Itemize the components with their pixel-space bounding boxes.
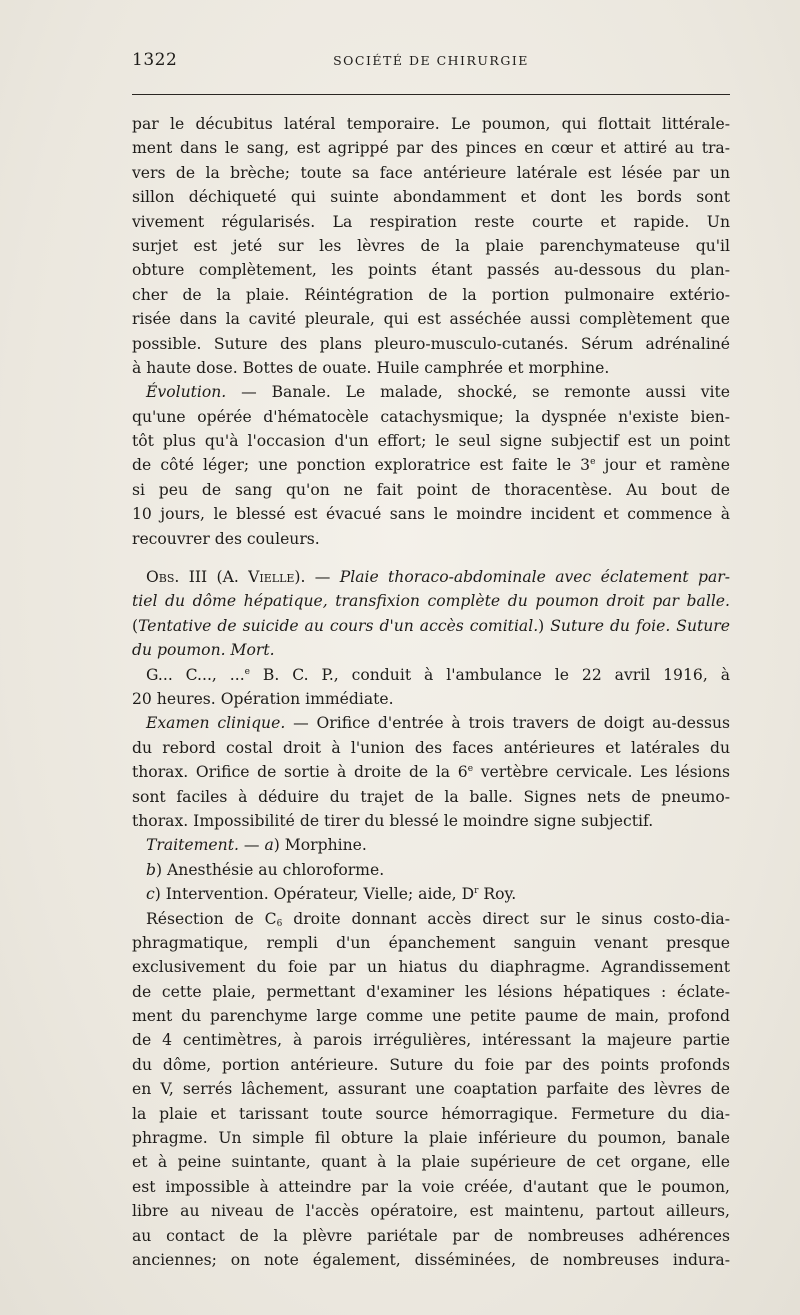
text-line: de 4 centimètres, à parois irrégulières, intéressant la majeure partie xyxy=(132,1031,730,1050)
text-line: du rebord costal droit à l'union des faces antérieures et latérales du xyxy=(132,738,730,757)
text-line: est impossible à atteindre par la voie créée, d'autant que le poumon, xyxy=(132,1177,730,1196)
text-fragment: de côté léger; une ponction exploratrice est faite le 3 xyxy=(132,456,591,475)
text-line: ment dans le sang, est agrippé par des pinces en cœur et attiré au tra- xyxy=(132,139,730,158)
text-fragment: (A. xyxy=(207,568,249,587)
text-fragment: droite donnant accès direct sur le sinus costo-dia- xyxy=(282,909,730,928)
text-fragment: ) Anesthésie au chloroforme. xyxy=(155,860,385,879)
text-line: obture complètement, les points étant passés au-dessous du plan- xyxy=(132,261,730,280)
text-fragment: — xyxy=(238,836,265,855)
list-marker: a xyxy=(264,836,274,855)
text-line: possible. Suture des plans pleuro-musculo-cutanés. Sérum adrénaliné xyxy=(132,334,730,353)
text-line xyxy=(132,760,730,784)
subscript: 6 xyxy=(276,918,283,929)
text-line xyxy=(132,453,730,477)
text-fragment: Suture du foie. Suture xyxy=(550,616,730,635)
text-fragment: — Banale. Le malade, shocké, se remonte aussi vite xyxy=(226,383,730,402)
treatment-heading: Traitement. xyxy=(146,836,239,855)
treatment-heading-line xyxy=(132,833,730,857)
list-marker: b xyxy=(146,860,156,879)
resection-paragraph-start xyxy=(132,907,730,931)
text-line: thorax. Impossibilité de tirer du blessé le moindre signe subjectif. xyxy=(132,811,654,830)
text-line: phragme. Un simple fil obture la plaie inférieure du poumon, banale xyxy=(132,1129,730,1148)
text-fragment: ( xyxy=(132,616,139,635)
text-fragment: Résection de C xyxy=(146,909,277,928)
text-fragment: G... C..., ... xyxy=(146,665,245,684)
superscript: e xyxy=(590,457,596,468)
text-line: qu'une opérée d'hématocèle catachysmique; la dyspnée n'existe bien- xyxy=(132,407,730,426)
text-fragment: — Orifice d'entrée à trois travers de doigt au-dessus xyxy=(285,714,730,733)
text-line: vivement régularisés. La respiration reste courte et rapide. Un xyxy=(132,212,730,231)
body-text xyxy=(132,112,730,1272)
page-number: 1322 xyxy=(132,50,178,70)
list-marker: c xyxy=(146,885,155,904)
header-rule xyxy=(132,94,730,95)
section-gap xyxy=(132,551,730,565)
text-line: tiel du dôme hépatique, transfixion complète du poumon droit par balle. xyxy=(132,592,730,611)
text-line: sont faciles à déduire du trajet de la balle. Signes nets de pneumo- xyxy=(132,787,730,806)
text-line: recouvrer des couleurs. xyxy=(132,529,320,548)
evolution-heading: Évolution. xyxy=(146,383,227,402)
text-line: du poumon. Mort. xyxy=(132,641,275,660)
exam-heading: Examen clinique. xyxy=(146,714,286,733)
text-line: phragmatique, rempli d'un épanchement sanguin venant presque xyxy=(132,933,730,952)
text-line: sillon déchiqueté qui suinte abondamment et dont les bords sont xyxy=(132,188,730,207)
text-fragment: thorax. Orifice de sortie à droite de la 6 xyxy=(132,763,468,782)
text-line: 10 jours, le blessé est évacué sans le moindre incident et commence à xyxy=(132,505,730,524)
patient-line xyxy=(132,663,730,687)
text-fragment: Tentative de suicide au cours d'un accès comitial. xyxy=(138,616,539,635)
text-line: exclusivement du foie par un hiatus du diaphragme. Agrandissement xyxy=(132,958,730,977)
author-name: Vielle xyxy=(248,568,295,587)
text-line: par le décubitus latéral temporaire. Le poumon, qui flottait littérale- xyxy=(132,115,730,133)
text-line: libre au niveau de l'accès opératoire, est maintenu, partout ailleurs, xyxy=(132,1202,730,1221)
text-fragment: vertèbre cervicale. Les lésions xyxy=(473,763,730,782)
text-line: risée dans la cavité pleurale, qui est asséchée aussi complètement que xyxy=(132,310,730,329)
superscript: e xyxy=(467,764,474,775)
treatment-item xyxy=(132,882,730,906)
observation-title xyxy=(132,565,730,589)
text-fragment: jour et ramène xyxy=(595,456,730,475)
text-line: tôt plus qu'à l'occasion d'un effort; le seul signe subjectif est un point xyxy=(132,432,730,451)
text-line: ment du parenchyme large comme une petite paume de main, profond xyxy=(132,1007,730,1026)
text-line: si peu de sang qu'on ne fait point de thoracentèse. Au bout de xyxy=(132,480,730,499)
text-fragment: ). — xyxy=(294,568,340,587)
text-line: la plaie et tarissant toute source hémorragique. Fermeture du dia- xyxy=(132,1104,730,1123)
text-line: vers de la brèche; toute sa face antérieure latérale est lésée par un xyxy=(132,163,730,182)
running-title: SOCIÉTÉ DE CHIRURGIE xyxy=(333,53,529,68)
evolution-paragraph-start xyxy=(132,380,730,404)
observation-number: Obs. III xyxy=(146,568,208,587)
text-fragment: Roy. xyxy=(478,885,517,904)
treatment-item xyxy=(132,858,730,882)
text-line xyxy=(132,614,730,638)
exam-paragraph-start xyxy=(132,711,730,735)
text-line: à haute dose. Bottes de ouate. Huile camphrée et morphine. xyxy=(132,358,610,377)
text-line: en V, serrés lâchement, assurant une coaptation parfaite des lèvres de xyxy=(132,1080,730,1099)
text-line: surjet est jeté sur les lèvres de la plaie parenchymateuse qu'il xyxy=(132,236,730,255)
text-fragment: ) Morphine. xyxy=(273,836,367,855)
text-fragment: ) xyxy=(538,616,551,635)
observation-subject: Plaie thoraco-abdominale avec éclatement par- xyxy=(339,568,730,587)
text-line: et à peine suintante, quant à la plaie supérieure de cet organe, elle xyxy=(132,1153,730,1172)
text-line: cher de la plaie. Réintégration de la portion pulmonaire extério- xyxy=(132,285,730,304)
text-line: au contact de la plèvre pariétale par de nombreuses adhérences xyxy=(132,1226,730,1245)
page-header xyxy=(132,50,730,78)
text-fragment: B. C. P., conduit à l'ambulance le 22 avril 1916, à xyxy=(250,665,730,684)
text-line: de cette plaie, permettant d'examiner les lésions hépatiques : éclate- xyxy=(132,982,730,1001)
text-fragment: ) Intervention. Opérateur, Vielle; aide, D xyxy=(154,885,475,904)
text-line: du dôme, portion antérieure. Suture du foie par des points profonds xyxy=(132,1055,730,1074)
text-line: anciennes; on note également, disséminées, de nombreuses indura- xyxy=(132,1250,730,1269)
text-line: 20 heures. Opération immédiate. xyxy=(132,689,394,708)
superscript: e xyxy=(244,666,250,677)
superscript: r xyxy=(474,886,479,897)
